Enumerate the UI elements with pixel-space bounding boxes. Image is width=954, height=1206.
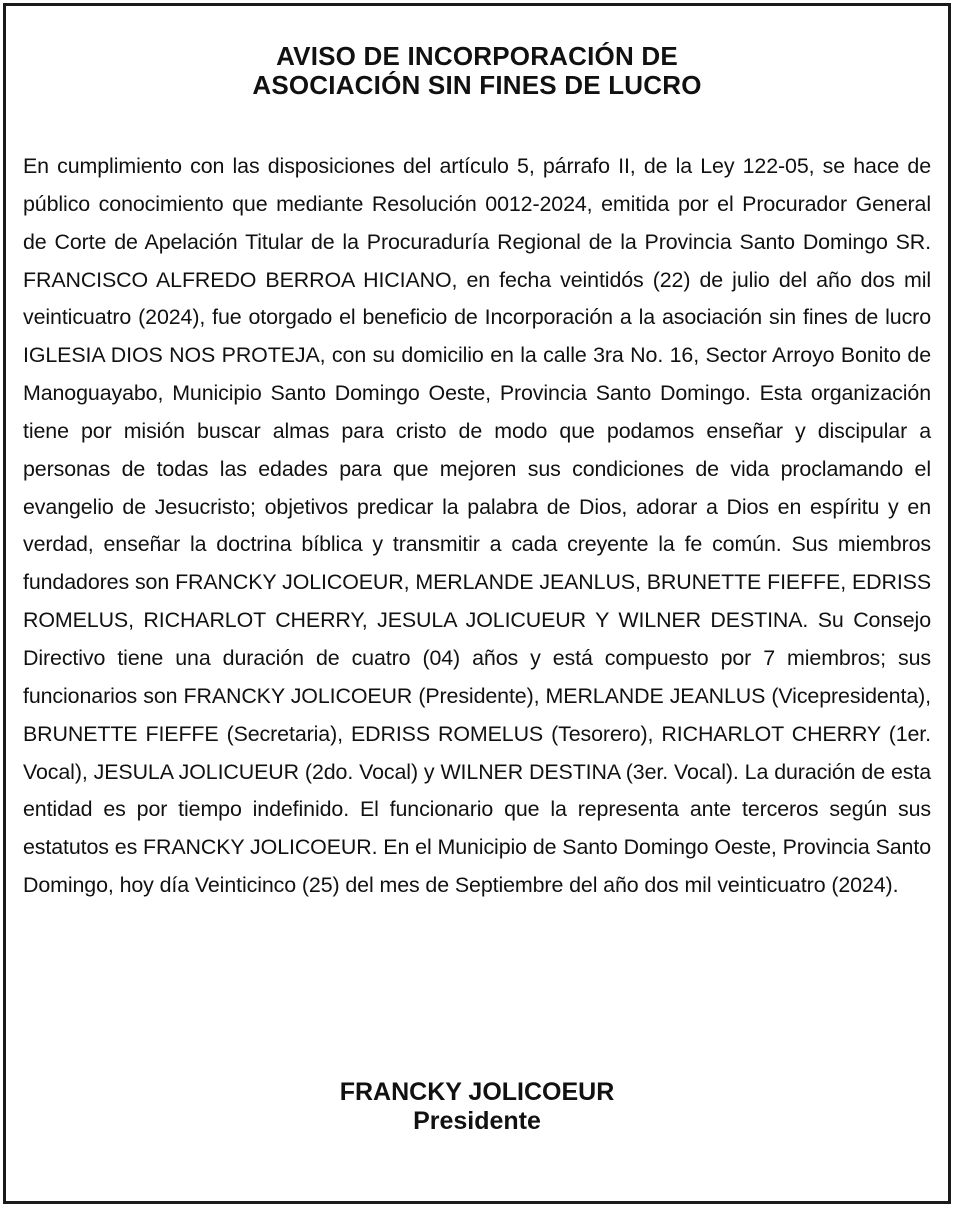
notice-frame bbox=[3, 3, 951, 1204]
notice-title-line-2: ASOCIACIÓN SIN FINES DE LUCRO bbox=[252, 70, 702, 100]
notice-body-paragraph: En cumplimiento con las disposiciones del artículo 5, párrafo II, de la Ley 122-05, se hace de público conocimiento que mediante Resolución 0012-2024, emitida por el Procurador General de Corte de Apelación Titular de la Procuraduría Regional de la Provincia Santo Domingo SR. FRANCISCO ALFREDO BERROA HICIANO, en fecha veintidós (22) de julio del año dos mil veinticuatro (2024), fue otorgado el beneficio de Incorporación a la asociación sin fines de lucro IGLESIA DIOS NOS PROTEJA, con su domicilio en la calle 3ra No. 16, Sector Arroyo Bonito de Manoguayabo, Municipio Santo Domingo Oeste, Provincia Santo Domingo. Esta organización tiene por misión buscar almas para cristo de modo que podamos enseñar y discipular a personas de todas las edades para que mejoren sus condiciones de vida proclamando el evangelio de Jesucristo; objetivos predicar la palabra de Dios, adorar a Dios en espíritu y en verdad, enseñar la doctrina bíblica y transmitir a cada creyente la fe común. Sus miembros fundadores son FRANCKY JOLICOEUR, MERLANDE JEANLUS, BRUNETTE FIEFFE, EDRISS ROMELUS, RICHARLOT CHERRY, JESULA JOLICUEUR Y WILNER DESTINA. Su Consejo Directivo tiene una duración de cuatro (04) años y está compuesto por 7 miembros; sus funcionarios son FRANCKY JOLICOEUR (Presidente), MERLANDE JEANLUS (Vicepresidenta), BRUNETTE FIEFFE (Secretaria), EDRISS ROMELUS (Tesorero), RICHARLOT CHERRY (1er. Vocal), JESULA JOLICUEUR (2do. Vocal) y WILNER DESTINA (3er. Vocal). La duración de esta entidad es por tiempo indefinido. El funcionario que la representa ante terceros según sus estatutos es FRANCKY JOLICOEUR. En el Municipio de Santo Domingo Oeste, Provincia Santo Domingo, hoy día Veinticinco (25) del mes de Septiembre del año dos mil veinticuatro (2024). bbox=[23, 154, 931, 898]
notice-title bbox=[6, 42, 948, 100]
signatory-role: Presidente bbox=[413, 1107, 541, 1135]
signatory-name: FRANCKY JOLICOEUR bbox=[339, 1078, 615, 1106]
signature-block bbox=[6, 1078, 948, 1136]
notice-title-line-1: AVISO DE INCORPORACIÓN DE bbox=[276, 41, 678, 71]
